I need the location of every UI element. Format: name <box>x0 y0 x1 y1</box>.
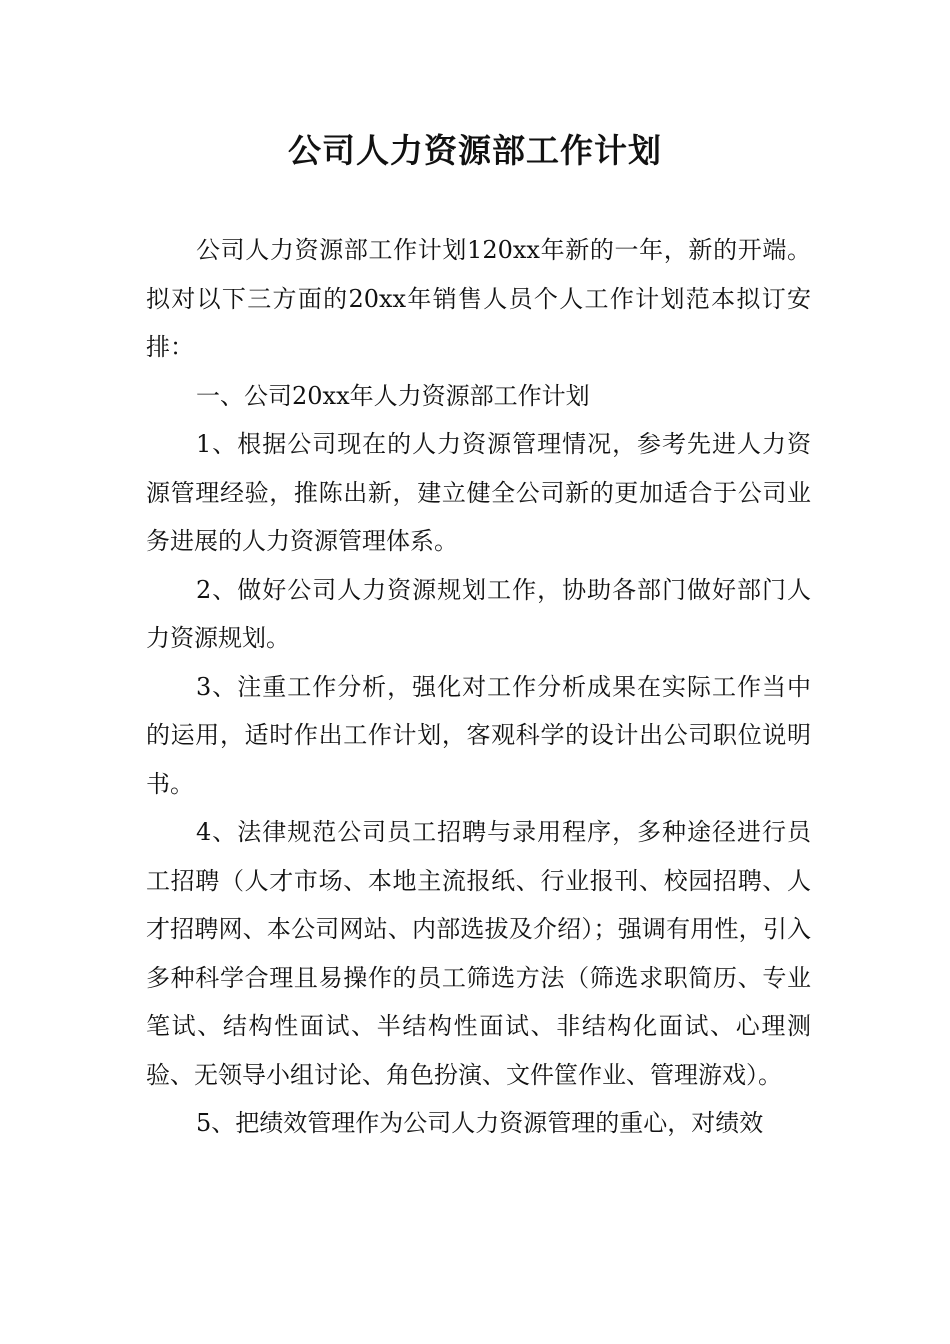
paragraph-item-1: 1、根据公司现在的人力资源管理情况，参考先进人力资源管理经验，推陈出新，建立健全公司新的更加适合于公司业务进展的人力资源管理体系。 <box>146 430 811 555</box>
paragraph-intro: 公司人力资源部工作计划120xx年新的一年，新的开端。拟对以下三方面的20xx年销售人员个人工作计划范本拟订安排： <box>146 236 811 361</box>
document-body <box>146 226 811 1148</box>
document-title: 公司人力资源部工作计划 <box>288 131 662 170</box>
paragraph-item-4: 4、法律规范公司员工招聘与录用程序，多种途径进行员工招聘（人才市场、本地主流报纸、行业报刊、校园招聘、人才招聘网、本公司网站、内部选拔及介绍）；强调有用性，引入多种科学合理且易操作的员工筛选方法（筛选求职简历、专业笔试、结构性面试、半结构性面试、非结构化面试、心理测验、无领导小组讨论、角色扮演、文件筐作业、管理游戏）。 <box>146 818 811 1089</box>
paragraph-section-heading: 一、公司20xx年人力资源部工作计划 <box>196 381 590 410</box>
paragraph-item-5: 5、把绩效管理作为公司人力资源管理的重心，对绩效 <box>196 1109 764 1137</box>
paragraph-item-3: 3、注重工作分析，强化对工作分析成果在实际工作当中的运用，适时作出工作计划，客观科学的设计出公司职位说明书。 <box>146 672 811 798</box>
paragraph-item-2: 2、做好公司人力资源规划工作，协助各部门做好部门人力资源规划。 <box>146 575 811 652</box>
